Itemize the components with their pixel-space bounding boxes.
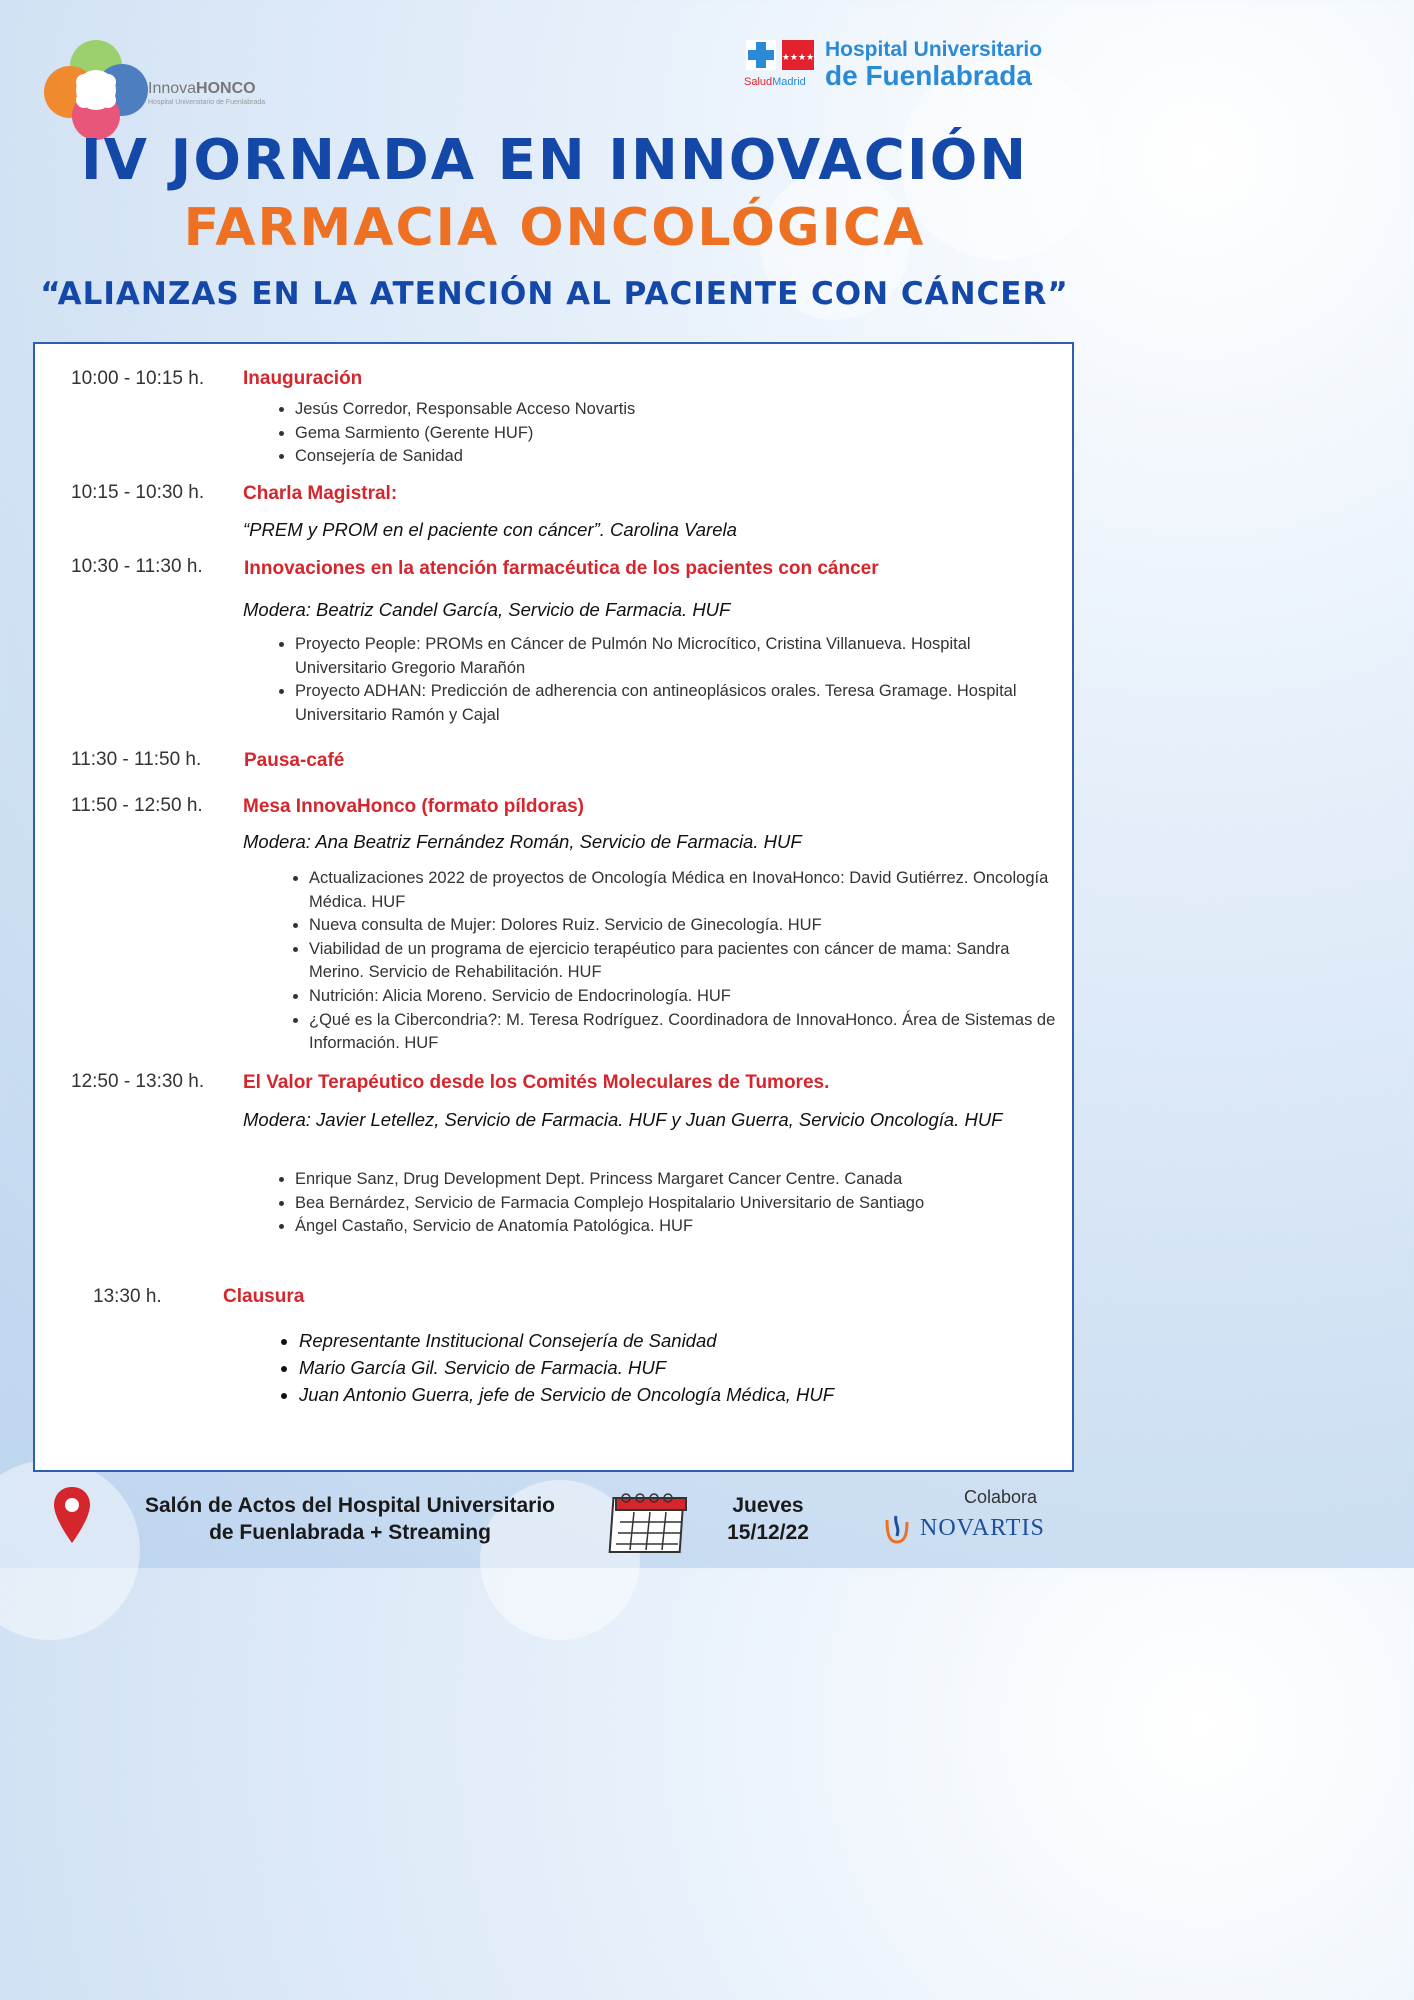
event-title: IV JORNADA EN INNOVACIÓN [80,128,1029,193]
session-time: 11:50 - 12:50 h. [71,795,203,816]
list-item: • Representante Institucional Consejería de Sanidad [299,1327,1059,1354]
event-date [700,1492,836,1546]
innovahonco-subtitle: Hospital Universitario de Fuenlabrada [148,99,266,106]
sponsor-label: Colabora [964,1487,1038,1507]
svg-text:★★★★: ★★★★ [781,53,815,63]
sponsor-name: NOVARTIS [920,1515,1045,1541]
list-item: • Ángel Castaño, Servicio de Anatomía Patológica. HUF [295,1215,1055,1239]
date-value: 15/12/22 [727,1521,809,1544]
novartis-flame-icon [882,1512,912,1546]
list-item: • Jesús Corredor, Responsable Acceso Novartis [295,398,1055,422]
list-item: • Bea Bernárdez, Servicio de Farmacia Complejo Hospitalario Universitario de Santiago [295,1192,1055,1216]
clover-icon [44,38,154,140]
location-pin-icon [52,1485,92,1545]
session-title: Clausura [223,1286,305,1307]
venue-line2: de Fuenlabrada + Streaming [209,1521,491,1544]
session-time: 10:15 - 10:30 h. [71,482,205,503]
madrid-label: Madrid [772,76,806,88]
session-time: 11:30 - 11:50 h. [71,749,202,770]
list-item: • Gema Sarmiento (Gerente HUF) [295,422,1055,446]
speaker-list [271,633,1055,727]
session-time: 13:30 h. [93,1286,162,1307]
list-item: • Viabilidad de un programa de ejercicio terapéutico para pacientes con cáncer de mama: Sandra Merino. Servicio de Rehabilitación. HUF [309,938,1069,985]
session-time: 12:50 - 13:30 h. [71,1071,205,1092]
calendar-icon [606,1490,690,1556]
date-weekday: Jueves [732,1494,804,1517]
venue-line1: Salón de Actos del Hospital Universitario [145,1494,555,1517]
list-item: • Proyecto People: PROMs en Cáncer de Pulmón No Microcítico, Cristina Villanueva. Hospital Universitario Gregorio Marañón [295,633,1055,680]
session-time: 10:00 - 10:15 h. [71,368,205,389]
list-item: • Actualizaciones 2022 de proyectos de Oncología Médica en InovaHonco: David Gutiérrez. Oncología Médica. HUF [309,867,1069,914]
session-title: Innovaciones en la atención farmacéutica de los pacientes con cáncer [244,558,879,579]
innovahonco-logo [44,38,264,140]
speaker-list [271,398,1055,469]
list-item: • Juan Antonio Guerra, jefe de Servicio de Oncología Médica, HUF [299,1381,1059,1408]
speaker-list [275,1327,1059,1408]
moderator: Modera: Ana Beatriz Fernández Román, Servicio de Farmacia. HUF [243,831,802,852]
program-panel [33,342,1074,1472]
event-subtitle: FARMACIA ONCOLÓGICA [183,198,926,258]
list-item: • Consejería de Sanidad [295,445,1055,469]
hospital-name-line1: Hospital Universitario [825,38,1043,61]
session-title: Pausa-café [244,750,345,771]
list-item: • Proyecto ADHAN: Predicción de adherencia con antineoplásicos orales. Teresa Gramage. Hospital Universitario Ramón y Cajal [295,680,1055,727]
list-item: • Nueva consulta de Mujer: Dolores Ruiz. Servicio de Ginecología. HUF [309,914,1069,938]
hospital-logo [744,38,1074,98]
moderator: Modera: Beatriz Candel García, Servicio de Farmacia. HUF [243,599,731,620]
salud-label: Salud [744,76,773,88]
innovahonco-name-light: Innova [148,80,197,97]
innovahonco-name-bold: HONCO [196,80,256,97]
hospital-name-line2: de Fuenlabrada [825,60,1032,91]
speaker-list [271,1168,1055,1239]
list-item: • Nutrición: Alicia Moreno. Servicio de Endocrinología. HUF [309,985,1069,1009]
venue [100,1492,600,1546]
speaker-list [285,867,1069,1056]
talk-description: “PREM y PROM en el paciente con cáncer”. Carolina Varela [243,519,737,540]
session-title: Mesa InnovaHonco (formato píldoras) [243,796,584,817]
moderator: Modera: Javier Letellez, Servicio de Farmacia. HUF y Juan Guerra, Servicio Oncología. HUF [243,1109,1003,1130]
session-time: 10:30 - 11:30 h. [71,556,203,577]
session-title: El Valor Terapéutico desde los Comités Moleculares de Tumores. [243,1072,830,1093]
session-title: Inauguración [243,368,363,389]
salud-madrid-icon [744,38,816,78]
list-item: • Mario García Gil. Servicio de Farmacia. HUF [299,1354,1059,1381]
session-title: Charla Magistral: [243,483,398,504]
event-motto: “ALIANZAS EN LA ATENCIÓN AL PACIENTE CON CÁNCER” [40,276,1069,312]
list-item: • ¿Qué es la Cibercondria?: M. Teresa Rodríguez. Coordinadora de InnovaHonco. Área de Sistemas de Información. HUF [309,1009,1069,1056]
list-item: • Enrique Sanz, Drug Development Dept. Princess Margaret Cancer Centre. Canada [295,1168,1055,1192]
